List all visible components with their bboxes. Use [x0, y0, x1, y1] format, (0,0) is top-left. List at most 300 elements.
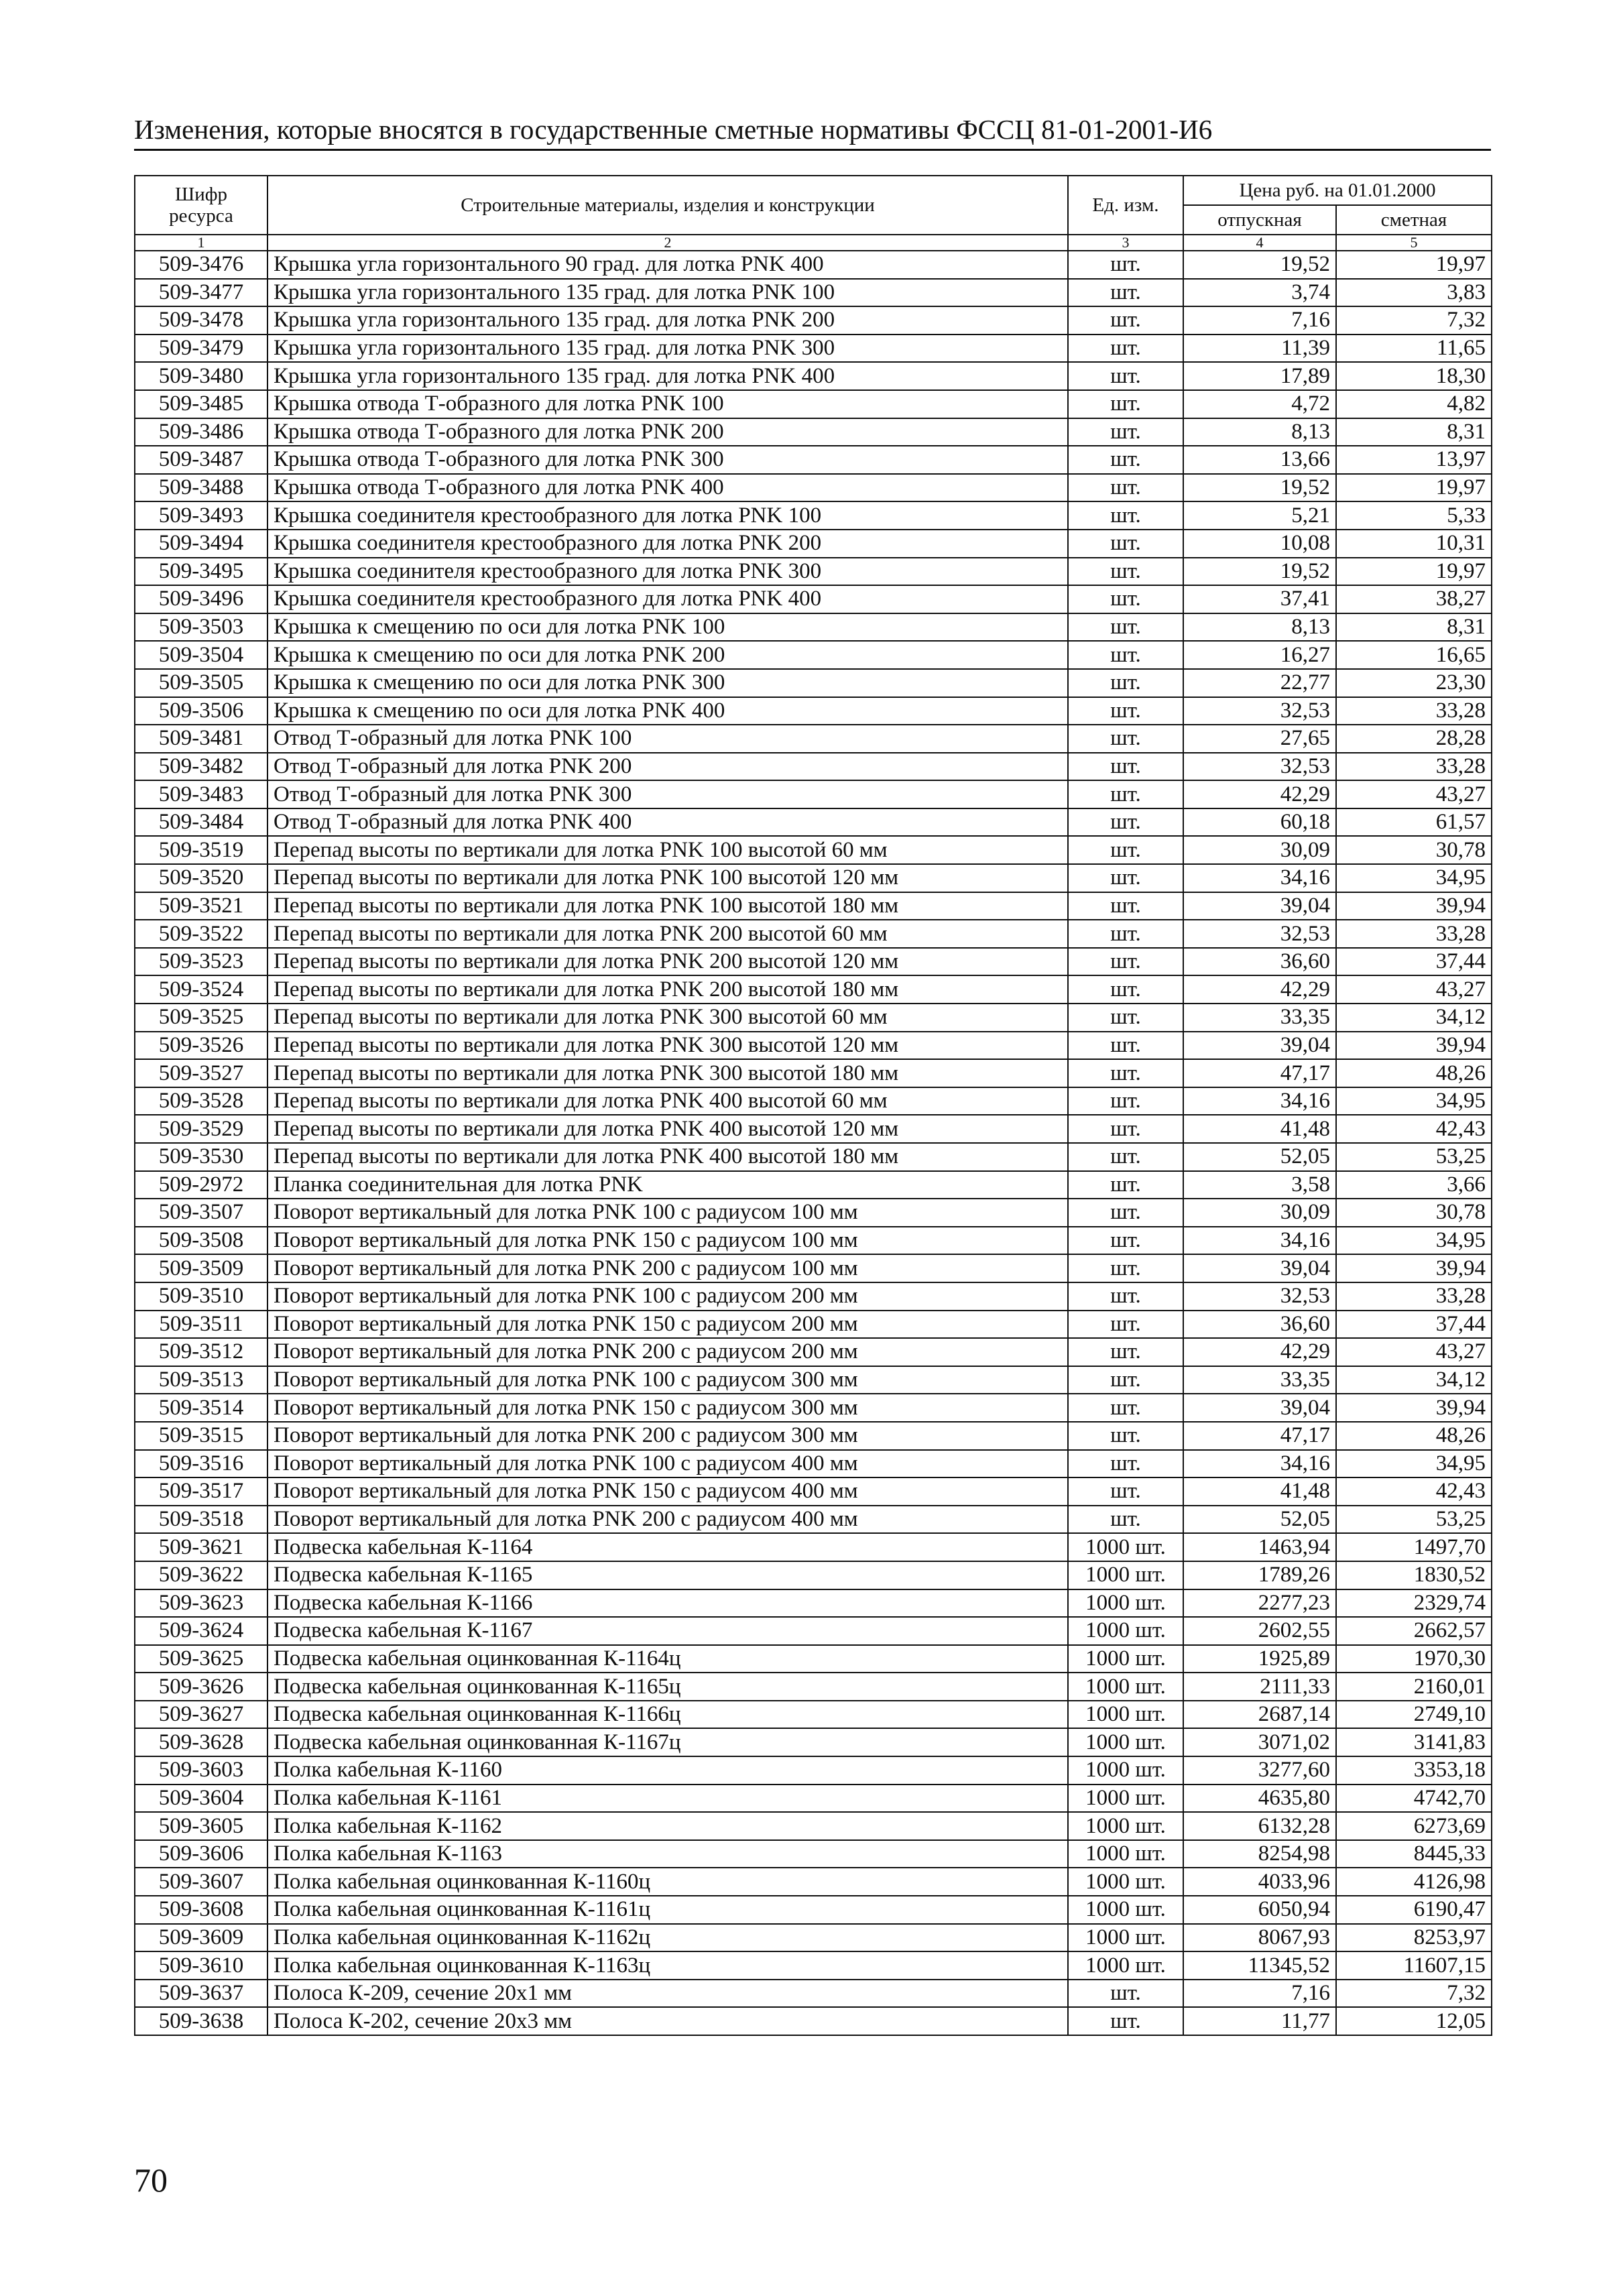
unit-cell: шт.	[1068, 753, 1183, 781]
table-row	[135, 1951, 1492, 1980]
estimate-price-cell: 34,12	[1336, 1004, 1492, 1032]
material-name-cell: Крышка угла горизонтального 135 град. для лотка PNK 200	[267, 306, 1068, 335]
material-name-cell: Перепад высоты по вертикали для лотка PNK 300 высотой 60 мм	[267, 1004, 1068, 1032]
resource-code-cell: 509-3506	[135, 697, 267, 725]
resource-code-cell: 509-3484	[135, 808, 267, 837]
material-name-cell: Полка кабельная оцинкованная К-1163ц	[267, 1951, 1068, 1980]
table-row	[135, 1115, 1492, 1143]
release-price-cell: 47,17	[1183, 1059, 1336, 1087]
unit-cell: шт.	[1068, 1059, 1183, 1087]
unit-cell: шт.	[1068, 864, 1183, 892]
table-row	[135, 558, 1492, 586]
material-name-cell: Перепад высоты по вертикали для лотка PNK 400 высотой 180 мм	[267, 1143, 1068, 1171]
material-name-cell: Крышка отвода Т-образного для лотка PNK 100	[267, 390, 1068, 418]
unit-cell: шт.	[1068, 1254, 1183, 1282]
unit-cell: шт.	[1068, 1450, 1183, 1478]
table-row	[135, 669, 1492, 697]
estimate-price-cell: 1830,52	[1336, 1561, 1492, 1589]
material-name-cell: Отвод Т-образный для лотка PNK 100	[267, 725, 1068, 753]
estimate-price-cell: 30,78	[1336, 1199, 1492, 1227]
material-name-cell: Поворот вертикальный для лотка PNK 150 с радиусом 300 мм	[267, 1394, 1068, 1422]
table-row	[135, 1143, 1492, 1171]
release-price-cell: 19,52	[1183, 474, 1336, 502]
resource-code-cell: 509-3518	[135, 1506, 267, 1534]
resource-code-cell: 509-3517	[135, 1477, 267, 1506]
release-price-cell: 33,35	[1183, 1366, 1336, 1394]
release-price-cell: 47,17	[1183, 1422, 1336, 1450]
release-price-cell: 19,52	[1183, 558, 1336, 586]
table-row	[135, 1477, 1492, 1506]
table-row	[135, 1506, 1492, 1534]
estimate-price-cell: 34,12	[1336, 1366, 1492, 1394]
material-name-cell: Крышка соединителя крестообразного для лотка PNK 300	[267, 558, 1068, 586]
unit-cell: 1000 шт.	[1068, 1701, 1183, 1729]
release-price-cell: 19,52	[1183, 251, 1336, 279]
release-price-cell: 41,48	[1183, 1477, 1336, 1506]
estimate-price-cell: 48,26	[1336, 1059, 1492, 1087]
table-row	[135, 501, 1492, 530]
estimate-price-cell: 34,95	[1336, 1227, 1492, 1255]
unit-cell: 1000 шт.	[1068, 1896, 1183, 1924]
release-price-cell: 52,05	[1183, 1506, 1336, 1534]
unit-cell: шт.	[1068, 1199, 1183, 1227]
unit-cell: шт.	[1068, 279, 1183, 307]
material-name-cell: Полка кабельная оцинкованная К-1161ц	[267, 1896, 1068, 1924]
unit-cell: шт.	[1068, 558, 1183, 586]
resource-code-cell: 509-3529	[135, 1115, 267, 1143]
unit-cell: шт.	[1068, 1506, 1183, 1534]
estimate-price-cell: 43,27	[1336, 975, 1492, 1004]
material-name-cell: Перепад высоты по вертикали для лотка PNK 400 высотой 120 мм	[267, 1115, 1068, 1143]
material-name-cell: Планка соединительная для лотка PNK	[267, 1171, 1068, 1199]
material-name-cell: Поворот вертикальный для лотка PNK 100 с радиусом 400 мм	[267, 1450, 1068, 1478]
resource-code-cell: 509-3608	[135, 1896, 267, 1924]
resource-code-cell: 509-3528	[135, 1087, 267, 1115]
table-row	[135, 1728, 1492, 1756]
unit-cell: шт.	[1068, 613, 1183, 642]
resource-code-cell: 509-3496	[135, 585, 267, 613]
release-price-cell: 4033,96	[1183, 1868, 1336, 1896]
table-row	[135, 362, 1492, 390]
resource-code-cell: 509-3503	[135, 613, 267, 642]
resource-code-cell: 509-3516	[135, 1450, 267, 1478]
unit-cell: шт.	[1068, 948, 1183, 976]
estimate-price-cell: 18,30	[1336, 362, 1492, 390]
material-name-cell: Перепад высоты по вертикали для лотка PNK 400 высотой 60 мм	[267, 1087, 1068, 1115]
table-row	[135, 585, 1492, 613]
header-code: Шифр ресурса	[135, 176, 267, 235]
release-price-cell: 39,04	[1183, 892, 1336, 920]
table-row	[135, 474, 1492, 502]
material-name-cell: Перепад высоты по вертикали для лотка PNK 100 высотой 180 мм	[267, 892, 1068, 920]
unit-cell: 1000 шт.	[1068, 1589, 1183, 1618]
estimate-price-cell: 28,28	[1336, 725, 1492, 753]
table-row	[135, 1032, 1492, 1060]
release-price-cell: 13,66	[1183, 446, 1336, 474]
resource-code-cell: 509-3604	[135, 1785, 267, 1813]
release-price-cell: 22,77	[1183, 669, 1336, 697]
material-name-cell: Поворот вертикальный для лотка PNK 150 с радиусом 100 мм	[267, 1227, 1068, 1255]
material-name-cell: Полка кабельная К-1163	[267, 1840, 1068, 1868]
table-row	[135, 1366, 1492, 1394]
unit-cell: шт.	[1068, 335, 1183, 363]
material-name-cell: Подвеска кабельная оцинкованная К-1165ц	[267, 1673, 1068, 1701]
unit-cell: шт.	[1068, 1171, 1183, 1199]
unit-cell: шт.	[1068, 1282, 1183, 1311]
unit-cell: 1000 шт.	[1068, 1617, 1183, 1645]
unit-cell: 1000 шт.	[1068, 1756, 1183, 1785]
estimate-price-cell: 43,27	[1336, 780, 1492, 808]
price-table	[134, 175, 1492, 2036]
estimate-price-cell: 39,94	[1336, 1254, 1492, 1282]
estimate-price-cell: 61,57	[1336, 808, 1492, 837]
table-row	[135, 1227, 1492, 1255]
estimate-price-cell: 11,65	[1336, 335, 1492, 363]
unit-cell: 1000 шт.	[1068, 1840, 1183, 1868]
unit-cell: шт.	[1068, 780, 1183, 808]
release-price-cell: 2602,55	[1183, 1617, 1336, 1645]
resource-code-cell: 509-3623	[135, 1589, 267, 1618]
unit-cell: шт.	[1068, 585, 1183, 613]
table-row	[135, 530, 1492, 558]
unit-cell: 1000 шт.	[1068, 1533, 1183, 1561]
resource-code-cell: 509-3488	[135, 474, 267, 502]
release-price-cell: 30,09	[1183, 836, 1336, 864]
table-row	[135, 1004, 1492, 1032]
material-name-cell: Перепад высоты по вертикали для лотка PNK 200 высотой 180 мм	[267, 975, 1068, 1004]
resource-code-cell: 509-3487	[135, 446, 267, 474]
resource-code-cell: 509-3522	[135, 920, 267, 948]
release-price-cell: 60,18	[1183, 808, 1336, 837]
resource-code-cell: 509-3621	[135, 1533, 267, 1561]
table-row	[135, 1701, 1492, 1729]
unit-cell: шт.	[1068, 1087, 1183, 1115]
resource-code-cell: 509-3624	[135, 1617, 267, 1645]
resource-code-cell: 509-3519	[135, 836, 267, 864]
resource-code-cell: 509-3505	[135, 669, 267, 697]
table-row	[135, 697, 1492, 725]
estimate-price-cell: 2160,01	[1336, 1673, 1492, 1701]
estimate-price-cell: 3,83	[1336, 279, 1492, 307]
resource-code-cell: 509-3530	[135, 1143, 267, 1171]
table-row	[135, 306, 1492, 335]
material-name-cell: Полоса К-209, сечение 20х1 мм	[267, 1980, 1068, 2008]
table-row	[135, 808, 1492, 837]
resource-code-cell: 509-3495	[135, 558, 267, 586]
table-row	[135, 836, 1492, 864]
material-name-cell: Подвеска кабельная оцинкованная К-1164ц	[267, 1645, 1068, 1673]
material-name-cell: Поворот вертикальный для лотка PNK 200 с радиусом 400 мм	[267, 1506, 1068, 1534]
table-row	[135, 780, 1492, 808]
resource-code-cell: 509-3637	[135, 1980, 267, 2008]
estimate-price-cell: 33,28	[1336, 753, 1492, 781]
release-price-cell: 39,04	[1183, 1254, 1336, 1282]
column-number: 2	[267, 235, 1068, 251]
unit-cell: 1000 шт.	[1068, 1951, 1183, 1980]
resource-code-cell: 509-3513	[135, 1366, 267, 1394]
unit-cell: шт.	[1068, 1422, 1183, 1450]
estimate-price-cell: 42,43	[1336, 1115, 1492, 1143]
estimate-price-cell: 37,44	[1336, 948, 1492, 976]
unit-cell: шт.	[1068, 1311, 1183, 1339]
release-price-cell: 3,58	[1183, 1171, 1336, 1199]
estimate-price-cell: 5,33	[1336, 501, 1492, 530]
material-name-cell: Крышка угла горизонтального 90 град. для лотка PNK 400	[267, 251, 1068, 279]
resource-code-cell: 509-3485	[135, 390, 267, 418]
release-price-cell: 1789,26	[1183, 1561, 1336, 1589]
table-row	[135, 335, 1492, 363]
unit-cell: шт.	[1068, 1980, 1183, 2008]
release-price-cell: 32,53	[1183, 697, 1336, 725]
table-row	[135, 418, 1492, 446]
material-name-cell: Подвеска кабельная К-1166	[267, 1589, 1068, 1618]
estimate-price-cell: 10,31	[1336, 530, 1492, 558]
release-price-cell: 34,16	[1183, 1227, 1336, 1255]
unit-cell: шт.	[1068, 2007, 1183, 2035]
table-row	[135, 1617, 1492, 1645]
material-name-cell: Отвод Т-образный для лотка PNK 300	[267, 780, 1068, 808]
estimate-price-cell: 39,94	[1336, 892, 1492, 920]
resource-code-cell: 509-3625	[135, 1645, 267, 1673]
unit-cell: шт.	[1068, 1004, 1183, 1032]
resource-code-cell: 509-3481	[135, 725, 267, 753]
unit-cell: шт.	[1068, 1227, 1183, 1255]
resource-code-cell: 509-3521	[135, 892, 267, 920]
material-name-cell: Поворот вертикальный для лотка PNK 100 с радиусом 300 мм	[267, 1366, 1068, 1394]
release-price-cell: 42,29	[1183, 975, 1336, 1004]
resource-code-cell: 509-3622	[135, 1561, 267, 1589]
estimate-price-cell: 8,31	[1336, 613, 1492, 642]
estimate-price-cell: 6190,47	[1336, 1896, 1492, 1924]
resource-code-cell: 509-3480	[135, 362, 267, 390]
page-header-title: Изменения, которые вносятся в государственные сметные нормативы ФССЦ 81-01-2001-И6	[134, 114, 1213, 145]
header-name: Строительные материалы, изделия и конструкции	[267, 176, 1068, 235]
table-row	[135, 1450, 1492, 1478]
table-row	[135, 1589, 1492, 1618]
estimate-price-cell: 13,97	[1336, 446, 1492, 474]
table-row	[135, 1756, 1492, 1785]
estimate-price-cell: 4742,70	[1336, 1785, 1492, 1813]
release-price-cell: 34,16	[1183, 1087, 1336, 1115]
estimate-price-cell: 7,32	[1336, 1980, 1492, 2008]
estimate-price-cell: 1970,30	[1336, 1645, 1492, 1673]
estimate-price-cell: 23,30	[1336, 669, 1492, 697]
unit-cell: шт.	[1068, 474, 1183, 502]
material-name-cell: Подвеска кабельная оцинкованная К-1167ц	[267, 1728, 1068, 1756]
table-row	[135, 1087, 1492, 1115]
unit-cell: шт.	[1068, 1032, 1183, 1060]
release-price-cell: 2277,23	[1183, 1589, 1336, 1618]
estimate-price-cell: 34,95	[1336, 864, 1492, 892]
material-name-cell: Отвод Т-образный для лотка PNK 400	[267, 808, 1068, 837]
estimate-price-cell: 53,25	[1336, 1506, 1492, 1534]
material-name-cell: Подвеска кабельная К-1167	[267, 1617, 1068, 1645]
unit-cell: шт.	[1068, 1477, 1183, 1506]
unit-cell: 1000 шт.	[1068, 1785, 1183, 1813]
column-number: 3	[1068, 235, 1183, 251]
material-name-cell: Крышка соединителя крестообразного для лотка PNK 200	[267, 530, 1068, 558]
release-price-cell: 42,29	[1183, 780, 1336, 808]
material-name-cell: Подвеска кабельная К-1164	[267, 1533, 1068, 1561]
release-price-cell: 2687,14	[1183, 1701, 1336, 1729]
unit-cell: 1000 шт.	[1068, 1868, 1183, 1896]
table-row	[135, 1896, 1492, 1924]
resource-code-cell: 509-3508	[135, 1227, 267, 1255]
material-name-cell: Поворот вертикальный для лотка PNK 200 с радиусом 200 мм	[267, 1338, 1068, 1366]
resource-code-cell: 509-3479	[135, 335, 267, 363]
estimate-price-cell: 37,44	[1336, 1311, 1492, 1339]
estimate-price-cell: 38,27	[1336, 585, 1492, 613]
resource-code-cell: 509-2972	[135, 1171, 267, 1199]
estimate-price-cell: 8,31	[1336, 418, 1492, 446]
release-price-cell: 6050,94	[1183, 1896, 1336, 1924]
release-price-cell: 8,13	[1183, 418, 1336, 446]
resource-code-cell: 509-3477	[135, 279, 267, 307]
estimate-price-cell: 33,28	[1336, 1282, 1492, 1311]
unit-cell: шт.	[1068, 697, 1183, 725]
material-name-cell: Полка кабельная К-1160	[267, 1756, 1068, 1785]
material-name-cell: Полка кабельная К-1162	[267, 1812, 1068, 1840]
material-name-cell: Крышка угла горизонтального 135 град. для лотка PNK 400	[267, 362, 1068, 390]
resource-code-cell: 509-3607	[135, 1868, 267, 1896]
resource-code-cell: 509-3527	[135, 1059, 267, 1087]
header-price-estimate: сметная	[1336, 205, 1492, 235]
material-name-cell: Перепад высоты по вертикали для лотка PNK 100 высотой 120 мм	[267, 864, 1068, 892]
unit-cell: шт.	[1068, 1394, 1183, 1422]
material-name-cell: Полка кабельная оцинкованная К-1160ц	[267, 1868, 1068, 1896]
unit-cell: 1000 шт.	[1068, 1728, 1183, 1756]
resource-code-cell: 509-3510	[135, 1282, 267, 1311]
release-price-cell: 4,72	[1183, 390, 1336, 418]
release-price-cell: 11,39	[1183, 335, 1336, 363]
resource-code-cell: 509-3627	[135, 1701, 267, 1729]
resource-code-cell: 509-3526	[135, 1032, 267, 1060]
resource-code-cell: 509-3483	[135, 780, 267, 808]
table-row	[135, 1561, 1492, 1589]
estimate-price-cell: 12,05	[1336, 2007, 1492, 2035]
estimate-price-cell: 3141,83	[1336, 1728, 1492, 1756]
table-row	[135, 251, 1492, 279]
release-price-cell: 11,77	[1183, 2007, 1336, 2035]
resource-code-cell: 509-3509	[135, 1254, 267, 1282]
resource-code-cell: 509-3486	[135, 418, 267, 446]
release-price-cell: 11345,52	[1183, 1951, 1336, 1980]
resource-code-cell: 509-3494	[135, 530, 267, 558]
resource-code-cell: 509-3512	[135, 1338, 267, 1366]
unit-cell: шт.	[1068, 669, 1183, 697]
estimate-price-cell: 34,95	[1336, 1450, 1492, 1478]
table-row	[135, 1673, 1492, 1701]
table-body	[135, 251, 1492, 2035]
release-price-cell: 4635,80	[1183, 1785, 1336, 1813]
column-number: 5	[1336, 235, 1492, 251]
unit-cell: шт.	[1068, 1115, 1183, 1143]
table-row	[135, 446, 1492, 474]
resource-code-cell: 509-3605	[135, 1812, 267, 1840]
estimate-price-cell: 3353,18	[1336, 1756, 1492, 1785]
resource-code-cell: 509-3482	[135, 753, 267, 781]
column-number: 1	[135, 235, 267, 251]
table-row	[135, 1254, 1492, 1282]
material-name-cell: Полка кабельная оцинкованная К-1162ц	[267, 1924, 1068, 1952]
material-name-cell: Крышка к смещению по оси для лотка PNK 400	[267, 697, 1068, 725]
unit-cell: шт.	[1068, 390, 1183, 418]
release-price-cell: 36,60	[1183, 1311, 1336, 1339]
material-name-cell: Перепад высоты по вертикали для лотка PNK 300 высотой 180 мм	[267, 1059, 1068, 1087]
table-row	[135, 725, 1492, 753]
unit-cell: шт.	[1068, 836, 1183, 864]
material-name-cell: Перепад высоты по вертикали для лотка PNK 100 высотой 60 мм	[267, 836, 1068, 864]
estimate-price-cell: 4,82	[1336, 390, 1492, 418]
table-row	[135, 948, 1492, 976]
release-price-cell: 7,16	[1183, 306, 1336, 335]
release-price-cell: 16,27	[1183, 641, 1336, 669]
material-name-cell: Крышка угла горизонтального 135 град. для лотка PNK 300	[267, 335, 1068, 363]
estimate-price-cell: 33,28	[1336, 920, 1492, 948]
material-name-cell: Поворот вертикальный для лотка PNK 150 с радиусом 400 мм	[267, 1477, 1068, 1506]
resource-code-cell: 509-3478	[135, 306, 267, 335]
material-name-cell: Крышка к смещению по оси для лотка PNK 300	[267, 669, 1068, 697]
estimate-price-cell: 43,27	[1336, 1338, 1492, 1366]
release-price-cell: 1463,94	[1183, 1533, 1336, 1561]
material-name-cell: Полоса К-202, сечение 20х3 мм	[267, 2007, 1068, 2035]
resource-code-cell: 509-3514	[135, 1394, 267, 1422]
material-name-cell: Крышка угла горизонтального 135 град. для лотка PNK 100	[267, 279, 1068, 307]
unit-cell: 1000 шт.	[1068, 1673, 1183, 1701]
estimate-price-cell: 42,43	[1336, 1477, 1492, 1506]
unit-cell: шт.	[1068, 1338, 1183, 1366]
resource-code-cell: 509-3606	[135, 1840, 267, 1868]
estimate-price-cell: 11607,15	[1336, 1951, 1492, 1980]
unit-cell: шт.	[1068, 975, 1183, 1004]
resource-code-cell: 509-3525	[135, 1004, 267, 1032]
header-unit: Ед. изм.	[1068, 176, 1183, 235]
material-name-cell: Перепад высоты по вертикали для лотка PNK 200 высотой 60 мм	[267, 920, 1068, 948]
unit-cell: шт.	[1068, 641, 1183, 669]
resource-code-cell: 509-3511	[135, 1311, 267, 1339]
release-price-cell: 34,16	[1183, 1450, 1336, 1478]
material-name-cell: Полка кабельная К-1161	[267, 1785, 1068, 1813]
estimate-price-cell: 34,95	[1336, 1087, 1492, 1115]
table-row	[135, 1785, 1492, 1813]
estimate-price-cell: 39,94	[1336, 1394, 1492, 1422]
estimate-price-cell: 19,97	[1336, 558, 1492, 586]
table-row	[135, 1199, 1492, 1227]
release-price-cell: 3071,02	[1183, 1728, 1336, 1756]
table-row	[135, 1924, 1492, 1952]
resource-code-cell: 509-3626	[135, 1673, 267, 1701]
unit-cell: 1000 шт.	[1068, 1561, 1183, 1589]
release-price-cell: 2111,33	[1183, 1673, 1336, 1701]
unit-cell: шт.	[1068, 251, 1183, 279]
release-price-cell: 34,16	[1183, 864, 1336, 892]
unit-cell: шт.	[1068, 362, 1183, 390]
material-name-cell: Крышка к смещению по оси для лотка PNK 100	[267, 613, 1068, 642]
material-name-cell: Отвод Т-образный для лотка PNK 200	[267, 753, 1068, 781]
estimate-price-cell: 30,78	[1336, 836, 1492, 864]
material-name-cell: Крышка отвода Т-образного для лотка PNK 200	[267, 418, 1068, 446]
material-name-cell: Поворот вертикальный для лотка PNK 150 с радиусом 200 мм	[267, 1311, 1068, 1339]
release-price-cell: 36,60	[1183, 948, 1336, 976]
material-name-cell: Крышка соединителя крестообразного для лотка PNK 400	[267, 585, 1068, 613]
unit-cell: шт.	[1068, 808, 1183, 837]
table-row	[135, 1980, 1492, 2008]
release-price-cell: 6132,28	[1183, 1812, 1336, 1840]
table-row	[135, 1311, 1492, 1339]
table-row	[135, 1422, 1492, 1450]
release-price-cell: 52,05	[1183, 1143, 1336, 1171]
unit-cell: 1000 шт.	[1068, 1645, 1183, 1673]
